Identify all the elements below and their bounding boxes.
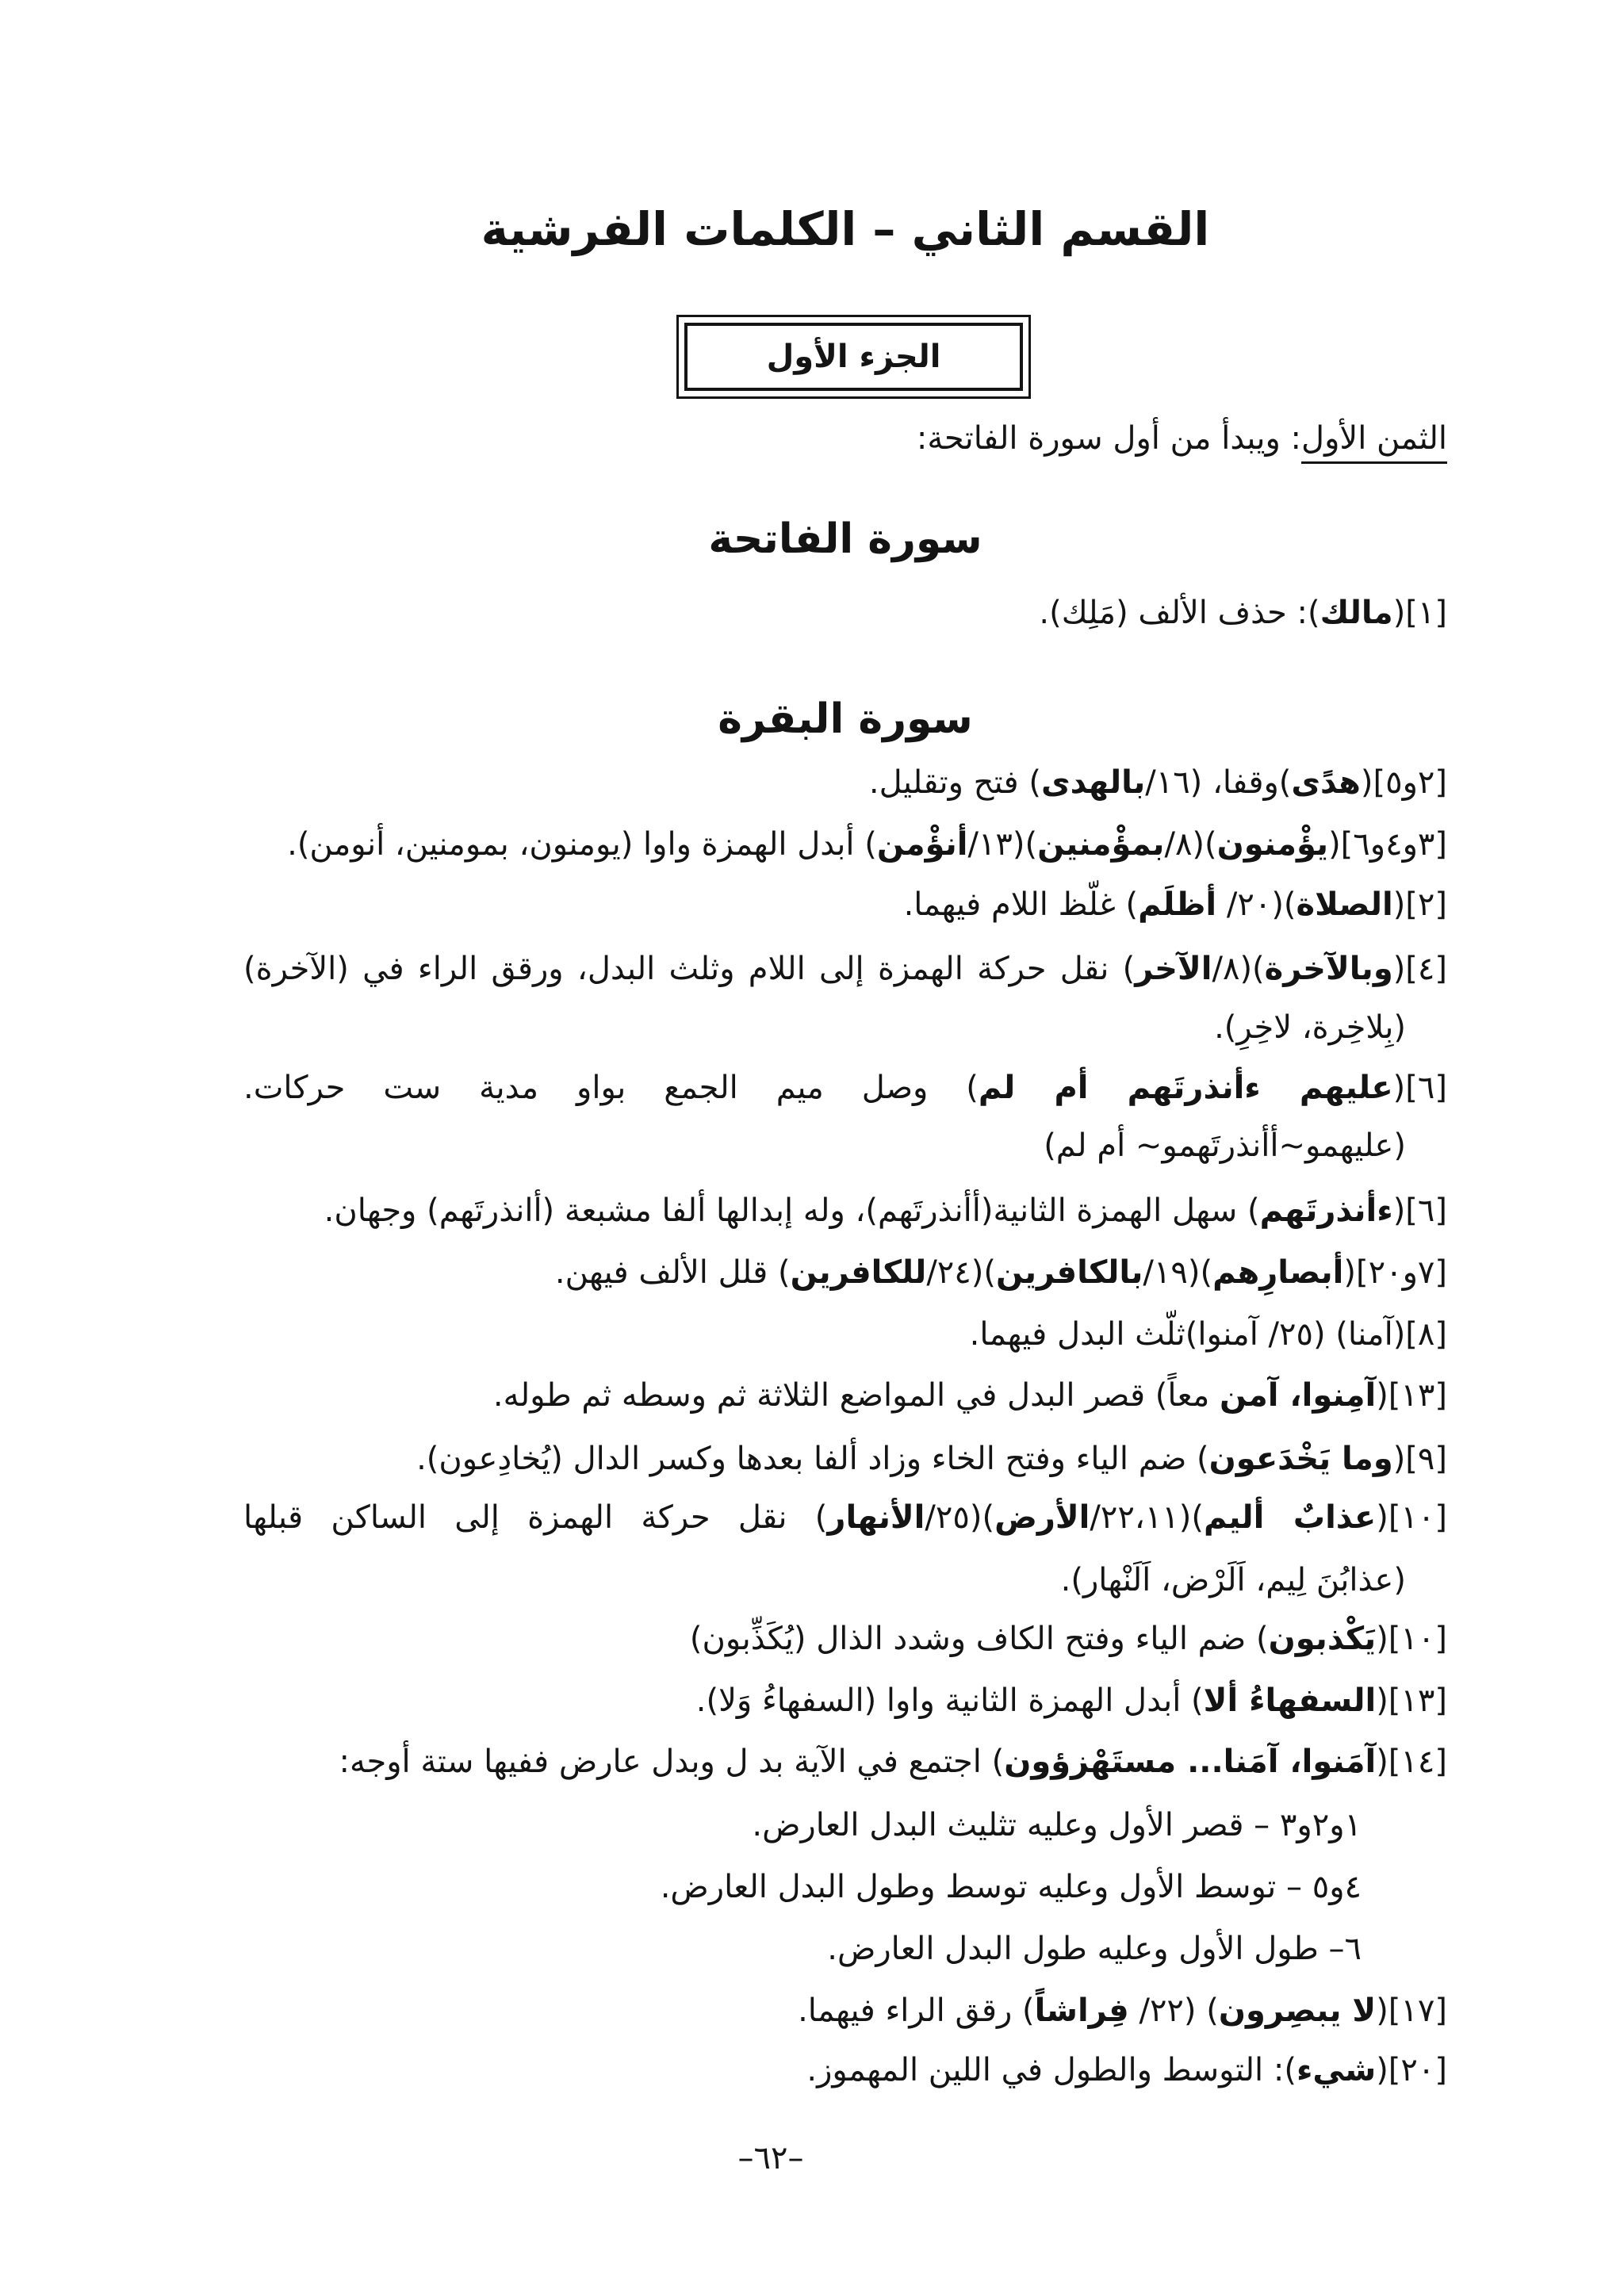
entry-line — [243, 1307, 1447, 1362]
quran-word: شيء — [1296, 2052, 1377, 2088]
entry-line — [243, 1431, 1447, 1487]
part-box-inner — [684, 323, 1023, 391]
entry-note: ): حذف الألف (مَلِك). — [1039, 595, 1320, 631]
entry-note: ) غلّظ اللام فيهما. — [903, 886, 1139, 923]
entry-note: [١٧]( — [1376, 1992, 1447, 2029]
entry-note: ٦– طول الأول وعليه طول البدل العارض. — [827, 1931, 1362, 1967]
quran-word: أنؤْمن — [876, 826, 968, 863]
entry-note: )(٢٢،١١/ — [1090, 1499, 1204, 1536]
entry-note: [٢]( — [1392, 886, 1447, 923]
entry-line — [243, 2042, 1447, 2098]
quran-word: آمِنوا، آمن — [1220, 1377, 1377, 1414]
surah-title-baqarah: سورة البقرة — [718, 695, 973, 743]
entry-line — [243, 1183, 1447, 1238]
quran-word: أبصارِهم — [1212, 1254, 1344, 1291]
entry-note: [٣و٤و٦]( — [1328, 826, 1447, 863]
entry-note: [٦]( — [1392, 1192, 1447, 1229]
quran-word: آمَنوا، آمَنا... مستَهْزؤون — [1004, 1744, 1377, 1780]
entry-note: )(٨/ — [1164, 826, 1217, 863]
quran-word: مالك — [1320, 595, 1393, 631]
quran-word: الآخر — [1135, 951, 1212, 987]
entry-note: ) ضم الياء وفتح الخاء وزاد ألفا بعدها وكسر الدال (يُخادِعون). — [416, 1441, 1209, 1477]
entry-note: ) (٢٢/ — [1128, 1992, 1219, 2029]
entry-line — [243, 1983, 1447, 2038]
entry-note: [٧و٢٠]( — [1343, 1254, 1447, 1291]
entry-note: )(٢٤/ — [926, 1254, 996, 1291]
entry-note: [٨](آمنا) (٢٥/ آمنوا)ثلّث البدل فيهما. — [969, 1316, 1447, 1353]
entry-line — [243, 941, 1447, 997]
quran-word: الأرض — [994, 1499, 1090, 1536]
entry-note: [٩]( — [1392, 1441, 1447, 1477]
entry-line — [243, 585, 1447, 641]
entry-line — [243, 1490, 1447, 1545]
entry-note: ) سهل الهمزة الثانية(أأنذرتَهم)، وله إبدالها ألفا مشبعة (أانذرتَهم) وجهان. — [324, 1192, 1260, 1229]
entry-note: )(٢٥/ — [925, 1499, 995, 1536]
entry-line — [243, 1611, 1447, 1667]
entry-line — [243, 817, 1447, 872]
entry-line — [243, 1673, 1447, 1728]
entry-note: ) أبدل الهمزة الثانية واوا (السفهاءُ وَلا). — [695, 1682, 1204, 1719]
entry-note: [٦]( — [1392, 1070, 1447, 1106]
eighth-label: الثمن الأول — [1301, 420, 1447, 457]
entry-note: [٢٠]( — [1376, 2052, 1447, 2088]
entry-note: )(٢٠/ — [1216, 886, 1297, 923]
entry-note: معاً) قصر البدل في المواضع الثلاثة ثم وسطه ثم طوله. — [492, 1377, 1220, 1414]
entry-note: )(١٩/ — [1143, 1254, 1213, 1291]
sub-item — [243, 1921, 1362, 1977]
section-title: القسم الثاني – الكلمات الفرشية — [481, 202, 1210, 256]
entry-line — [243, 1060, 1447, 1116]
entry-note: [١٠]( — [1376, 1499, 1448, 1536]
entry-note: ) فتح وتقليل. — [868, 764, 1041, 801]
quran-word: أظلَم — [1138, 886, 1217, 923]
entry-line — [243, 755, 1447, 810]
entry-note: ) نقل حركة الهمزة إلى اللام وثلث البدل، ورقق الراء في (الآخرة) — [243, 951, 1136, 987]
page-number: –٦٢– — [737, 2140, 804, 2176]
sub-item — [243, 1797, 1362, 1853]
entry-note: ) رقق الراء فيهما. — [798, 1992, 1035, 2029]
entry-note: ) اجتمع في الآية بد ل وبدل عارض ففيها ستة أوجه: — [339, 1744, 1005, 1780]
entry-continuation — [243, 1552, 1406, 1608]
entry-note: )(٨/ — [1212, 951, 1265, 987]
sub-item — [243, 1859, 1362, 1915]
quran-word: السفهاءُ ألا — [1203, 1682, 1377, 1719]
quran-word: وما يَخْدَعون — [1208, 1441, 1393, 1477]
entry-line — [243, 1245, 1447, 1300]
quran-word: فِراشاً — [1034, 1992, 1129, 2029]
quran-word: ءأنذرتَهم — [1259, 1192, 1393, 1229]
surah-title-fatiha: سورة الفاتحة — [708, 515, 982, 563]
entry-note: (عذابُنَ لِيم، اَلَرْض، اَلَنْهار). — [1060, 1562, 1406, 1598]
quran-word: للكافرين — [790, 1254, 927, 1291]
quran-word: يَكْذبون — [1268, 1621, 1377, 1657]
entry-note: [١٤]( — [1376, 1744, 1447, 1780]
part-box — [676, 315, 1031, 399]
entry-continuation — [243, 1118, 1406, 1173]
quran-word: بالكافرين — [995, 1254, 1143, 1291]
quran-word: يؤْمنون — [1216, 826, 1329, 863]
entry-note: [٢و٥]( — [1360, 764, 1447, 801]
entry-line — [243, 877, 1447, 932]
entry-note: ): التوسط والطول في اللين المهموز. — [806, 2052, 1297, 2088]
quran-word: بمؤْمنين — [1037, 826, 1165, 863]
entry-note: [١٣]( — [1376, 1377, 1447, 1414]
entry-note: (عليهمو~أأنذرتَهمو~ أم لم) — [1044, 1127, 1406, 1164]
entry-note: [١٠]( — [1376, 1621, 1447, 1657]
quran-word: لا يبصِرون — [1218, 1992, 1377, 2029]
entry-note: ١و٢و٣ – قصر الأول وعليه تثليث البدل العارض. — [752, 1807, 1362, 1843]
quran-word: هدًى — [1291, 764, 1361, 801]
quran-word: وبالآخرة — [1264, 951, 1393, 987]
entry-note: ) وصل ميم الجمع بواو مدية ست حركات. — [243, 1070, 979, 1106]
entry-note: ) أبدل الهمزة واوا (يومنون، بمومنين، أنومن). — [287, 826, 877, 863]
entry-note: [٤]( — [1392, 951, 1447, 987]
entry-note: )وقفا، (١٦/ — [1145, 764, 1292, 801]
entry-note: (بِلاخِرة، لاخِرِ). — [1214, 1009, 1406, 1046]
intro-text: : ويبدأ من أول سورة الفاتحة: — [916, 420, 1302, 457]
intro-line — [243, 411, 1447, 466]
entry-note: ) نقل حركة الهمزة إلى الساكن قبلها — [243, 1499, 828, 1536]
quran-word: الصلاة — [1296, 886, 1393, 923]
quran-word: عليهم ءأنذرتَهم أم لم — [978, 1070, 1393, 1106]
entry-note: ) قلل الألف فيهن. — [554, 1254, 791, 1291]
quran-word: بالهدى — [1040, 764, 1146, 801]
entry-note: [١]( — [1392, 595, 1447, 631]
quran-word: عذابٌ أليم — [1203, 1499, 1377, 1536]
entry-note: [١٣]( — [1376, 1682, 1447, 1719]
part-label: الجزء الأول — [766, 339, 941, 375]
entry-continuation — [243, 1000, 1406, 1055]
entry-line — [243, 1368, 1447, 1423]
entry-note: ٤و٥ – توسط الأول وعليه توسط وطول البدل العارض. — [660, 1869, 1362, 1905]
entry-note: )(١٣/ — [967, 826, 1038, 863]
entry-line — [243, 1734, 1447, 1790]
quran-word: الأنهار — [827, 1499, 925, 1536]
entry-note: ) ضم الياء وفتح الكاف وشدد الذال (يُكَذِّبون) — [689, 1621, 1269, 1657]
